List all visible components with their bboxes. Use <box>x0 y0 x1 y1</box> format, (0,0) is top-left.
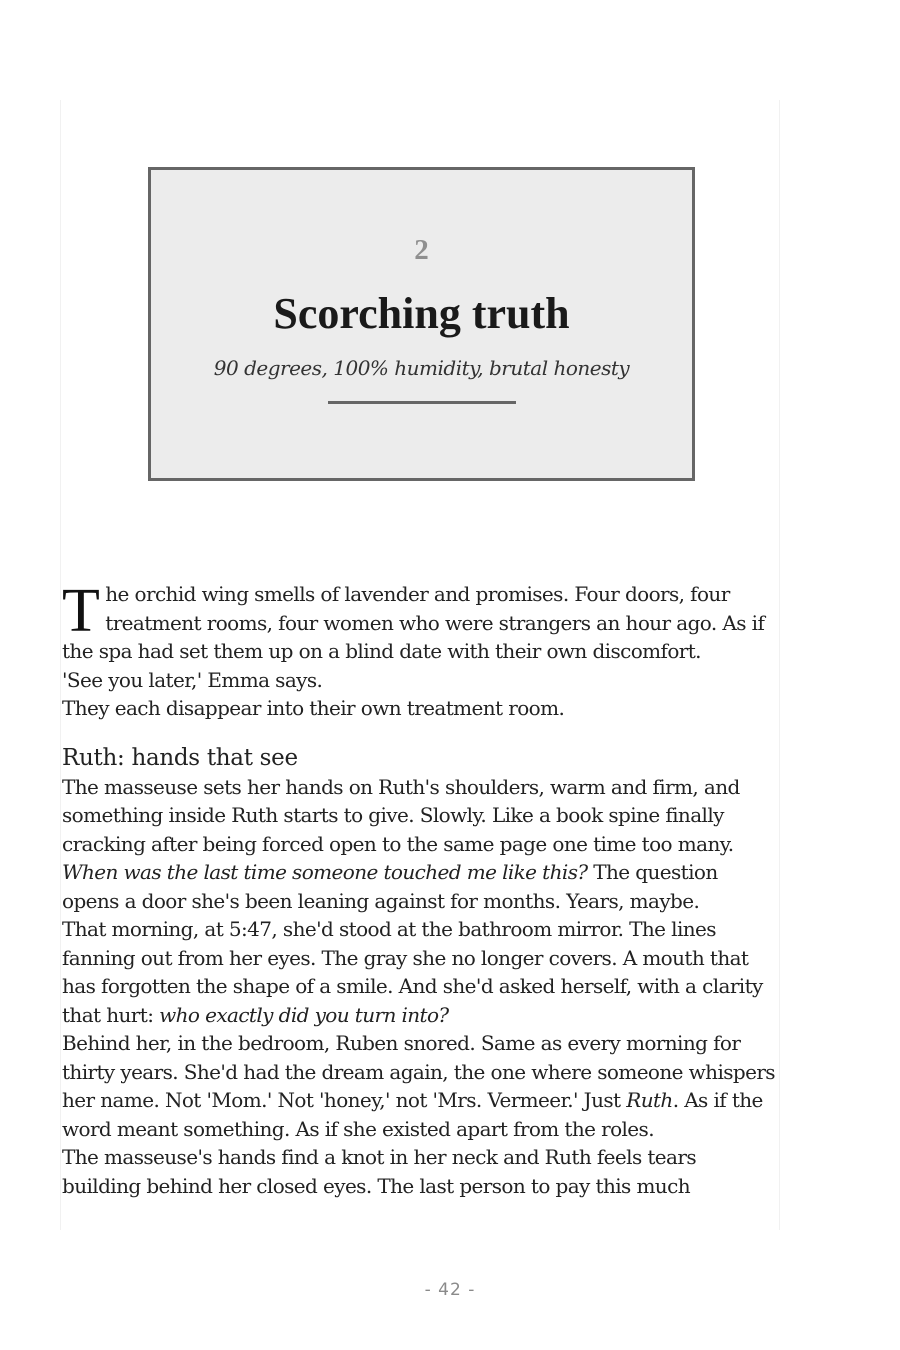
paragraph <box>62 858 780 915</box>
paragraph: They each disappear into their own treatment room. <box>62 696 565 720</box>
paragraph: The masseuse's hands find a knot in her neck and Ruth feels tears building behind her closed eyes. The last person to pay this much <box>62 1145 696 1198</box>
section-heading: Ruth: hands that see <box>62 744 298 771</box>
italic-thought: who exactly did you turn into? <box>159 1002 449 1027</box>
opening-paragraph-text: he orchid wing smells of lavender and promises. Four doors, four treatment rooms, four women who were strangers an hour ago. As if the spa had set them up on a blind date with their own discomfort. <box>62 582 765 663</box>
chapter-divider <box>328 401 516 404</box>
chapter-number: 2 <box>414 234 429 266</box>
opening-paragraph <box>62 577 780 666</box>
italic-name: Ruth <box>626 1088 673 1112</box>
paragraph: The masseuse sets her hands on Ruth's shoulders, warm and firm, and something inside Ruth starts to give. Slowly. Like a book spine finally cracking after being forced open to the same page one time too many. <box>62 774 740 856</box>
paragraph-text: Behind her, in the bedroom, Ruben snored. Same as every morning for thirty years. She'd had the dream again, the one where someone whispers her name. Not 'Mom.' Not 'honey,' not 'Mrs. Vermeer.' Just <box>62 1031 775 1112</box>
paragraph-text: . As if the word meant something. As if she existed apart from the roles. <box>62 1088 763 1141</box>
paragraph <box>62 1029 780 1143</box>
chapter-subtitle: 90 degrees, 100% humidity, brutal honesty <box>213 356 630 380</box>
page-number: - 42 - <box>424 1280 476 1300</box>
chapter-title: Scorching truth <box>273 289 570 338</box>
chapter-header-box <box>148 167 695 481</box>
paragraph-text: The question opens a door she's been leaning against for months. Years, maybe. <box>62 860 718 913</box>
italic-thought: When was the last time someone touched me like this? <box>62 860 588 884</box>
paragraph-text: That morning, at 5:47, she'd stood at the bathroom mirror. The lines fanning out from her eyes. The gray she no longer covers. A mouth that has forgotten the shape of a smile. And she'd asked herself, with a clarity that hurt: <box>62 917 763 1027</box>
paragraph: 'See you later,' Emma says. <box>62 667 323 692</box>
drop-cap: T <box>62 577 100 645</box>
paragraph <box>62 915 780 1029</box>
chapter-body <box>62 577 780 1200</box>
